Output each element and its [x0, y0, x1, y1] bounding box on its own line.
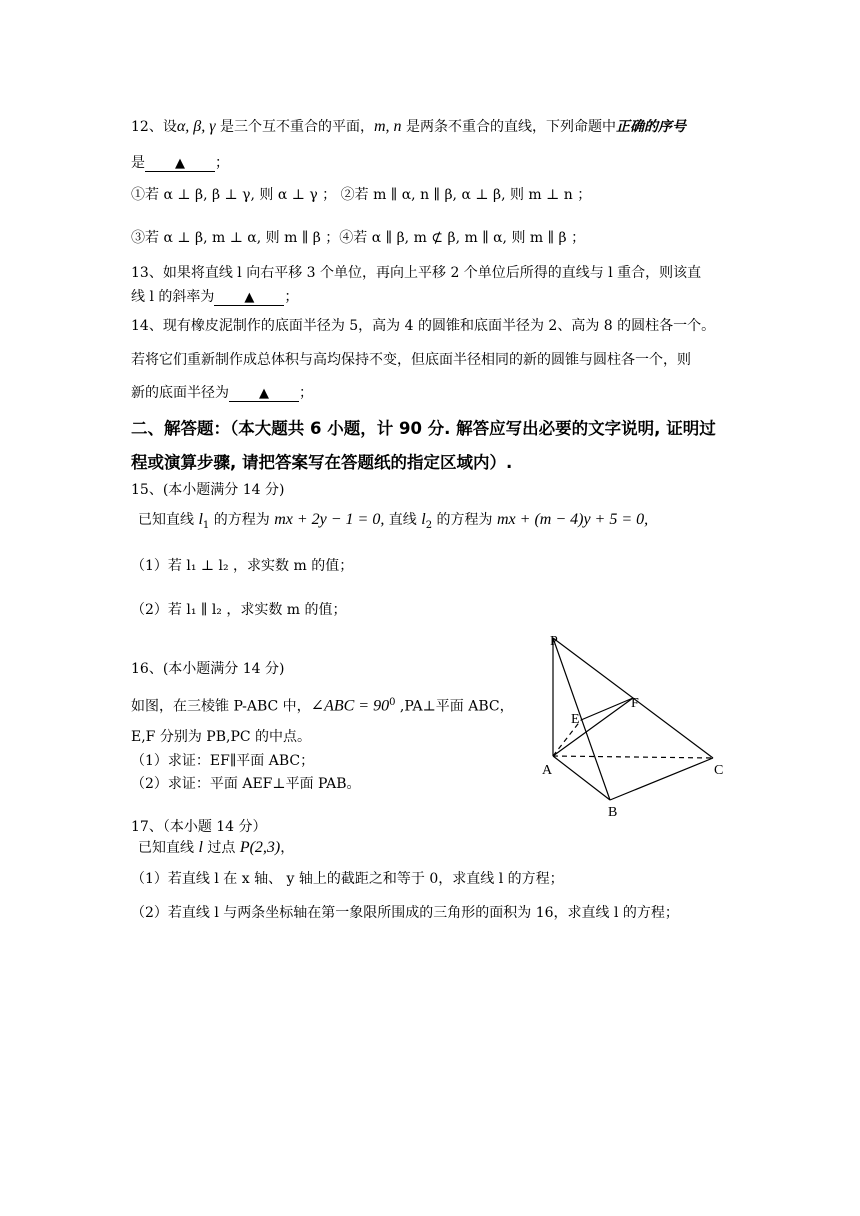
- q12-options-1-2: [131, 186, 591, 204]
- q15-stem-d: 的方程为: [432, 512, 497, 528]
- q15-part2: （2）若 l₁ ∥ l₂ ，求实数 m 的值；: [131, 602, 347, 618]
- q14-line3: [131, 384, 313, 402]
- section2-heading-line1: 二、解答题：（本大题共 6 小题，计 90 分. 解答应写出必要的文字说明, 证明过: [131, 419, 716, 438]
- q15-stem-b: 的方程为: [209, 512, 275, 528]
- q17-point: P(2,3): [239, 839, 281, 856]
- q12-opt2-text: ③若 α ⊥ β, m ⊥ α, 则 m ∥ β ；④若 α ∥ β, m ⊄ β, m ∥ α, 则 m ∥ β ；: [131, 230, 586, 246]
- edge-AC-hidden: [553, 756, 713, 758]
- q13-line2: [131, 288, 298, 306]
- q17-stem-c: ，: [280, 840, 295, 856]
- q15-l2-sub: 2: [425, 519, 433, 531]
- q14-answer-blank: ▲: [229, 387, 299, 402]
- q15-l1-sub: 1: [202, 519, 210, 531]
- q12-text: 是三个互不重合的平面，: [215, 119, 374, 135]
- q13-answer-blank: ▲: [214, 291, 284, 306]
- q12-lines: m, n: [373, 118, 402, 135]
- q16-angle-sup: 0: [389, 697, 396, 708]
- q12-planes: α, β, γ: [176, 118, 216, 135]
- q15-stem: [138, 511, 648, 535]
- q12-line2-prefix: 是: [131, 155, 145, 171]
- q12-emphasis: 正确的序号: [615, 119, 686, 135]
- label-C: C: [714, 763, 724, 778]
- label-F: F: [631, 696, 639, 711]
- q13-prefix: 线 l 的斜率为: [131, 289, 215, 305]
- q14-line1: [131, 317, 715, 335]
- q15-stem-c: 直线: [384, 512, 422, 528]
- section2-heading-line2: 程或演算步骤, 请把答案写在答题纸的指定区域内）.: [131, 453, 513, 472]
- edge-PB: [553, 638, 610, 800]
- q13-text: 13、如果将直线 l 向右平移 3 个单位，再向上平移 2 个单位后所得的直线与 l 重合，则该直: [131, 265, 702, 281]
- q15-stem-a: 已知直线: [138, 512, 199, 528]
- q12-line2-suffix: ；: [215, 155, 229, 171]
- q15-l2: l: [421, 511, 426, 528]
- q15-eq1: mx + 2y − 1 = 0,: [274, 511, 385, 528]
- q16-part1: （1）求证：EF∥平面 ABC；: [131, 753, 315, 769]
- q16-line2: E,F 分别为 PB,PC 的中点。: [131, 729, 312, 745]
- q14-suffix: ；: [299, 385, 313, 401]
- q16-part2: （2）求证：平面 AEF⊥平面 PAB。: [131, 776, 361, 792]
- q15-title: 15、(本小题满分 14 分): [131, 482, 285, 498]
- q14-line2: [131, 351, 691, 369]
- q17-stem-a: 已知直线: [138, 840, 199, 856]
- q12-options-3-4: [131, 229, 585, 247]
- q15-l1: l: [198, 511, 203, 528]
- q17-title: 17、（本小题 14 分）: [131, 819, 267, 835]
- q17-stem-b: 过点: [202, 840, 240, 856]
- q13-suffix: ；: [284, 289, 299, 305]
- q12-opt1-text: ①若 α ⊥ β, β ⊥ γ, 则 α ⊥ γ ； ②若 m ∥ α, n ∥ β, α ⊥ β, 则 m ⊥ n ；: [131, 187, 592, 203]
- q15-eq2: mx + (m − 4)y + 5 = 0,: [496, 511, 649, 528]
- label-A: A: [542, 763, 553, 778]
- segment-AF: [553, 698, 633, 756]
- q17-l: l: [198, 839, 203, 856]
- q16-line1: [131, 694, 514, 716]
- q16-angle: ∠ABC = 90: [310, 697, 390, 715]
- q15-part1: （1）若 l₁ ⊥ l₂ ，求实数 m 的值；: [131, 558, 354, 574]
- tetrahedron-figure: [530, 628, 740, 824]
- q12-number: 12、设: [131, 119, 177, 135]
- q16-line1-a: 如图，在三棱锥 P-ABC 中，: [131, 698, 311, 715]
- q16-line1-b: ,PA⊥平面 ABC，: [395, 698, 514, 715]
- q17-part1: （1）若直线 l 在 x 轴、 y 轴上的截距之和等于 0，求直线 l 的方程；: [131, 871, 564, 887]
- q12-line2: [131, 154, 229, 172]
- label-B: B: [608, 805, 618, 820]
- edge-AB: [553, 756, 610, 800]
- edge-BC: [610, 758, 713, 800]
- q16-title: 16、(本小题满分 14 分): [131, 661, 285, 677]
- label-P: P: [550, 634, 558, 649]
- q12-answer-blank: ▲: [145, 157, 215, 172]
- q17-stem: [138, 839, 294, 857]
- q12-text2: 是两条不重合的直线，下列命题中: [401, 119, 616, 135]
- q13-line1: [131, 264, 701, 282]
- q14-prefix: 新的底面半径为: [131, 385, 229, 401]
- q14-text2: 若将它们重新制作成总体积与高均保持不变，但底面半径相同的新的圆锥与圆柱各一个，则: [131, 352, 691, 368]
- q12-line1: [131, 118, 686, 136]
- label-E: E: [571, 712, 580, 727]
- q17-part2: （2）若直线 l 与两条坐标轴在第一象限所围成的三角形的面积为 16，求直线 l 的方程；: [131, 905, 679, 921]
- q14-text1: 14、现有橡皮泥制作的底面半径为 5，高为 4 的圆锥和底面半径为 2、高为 8 的圆柱各一个。: [131, 318, 716, 334]
